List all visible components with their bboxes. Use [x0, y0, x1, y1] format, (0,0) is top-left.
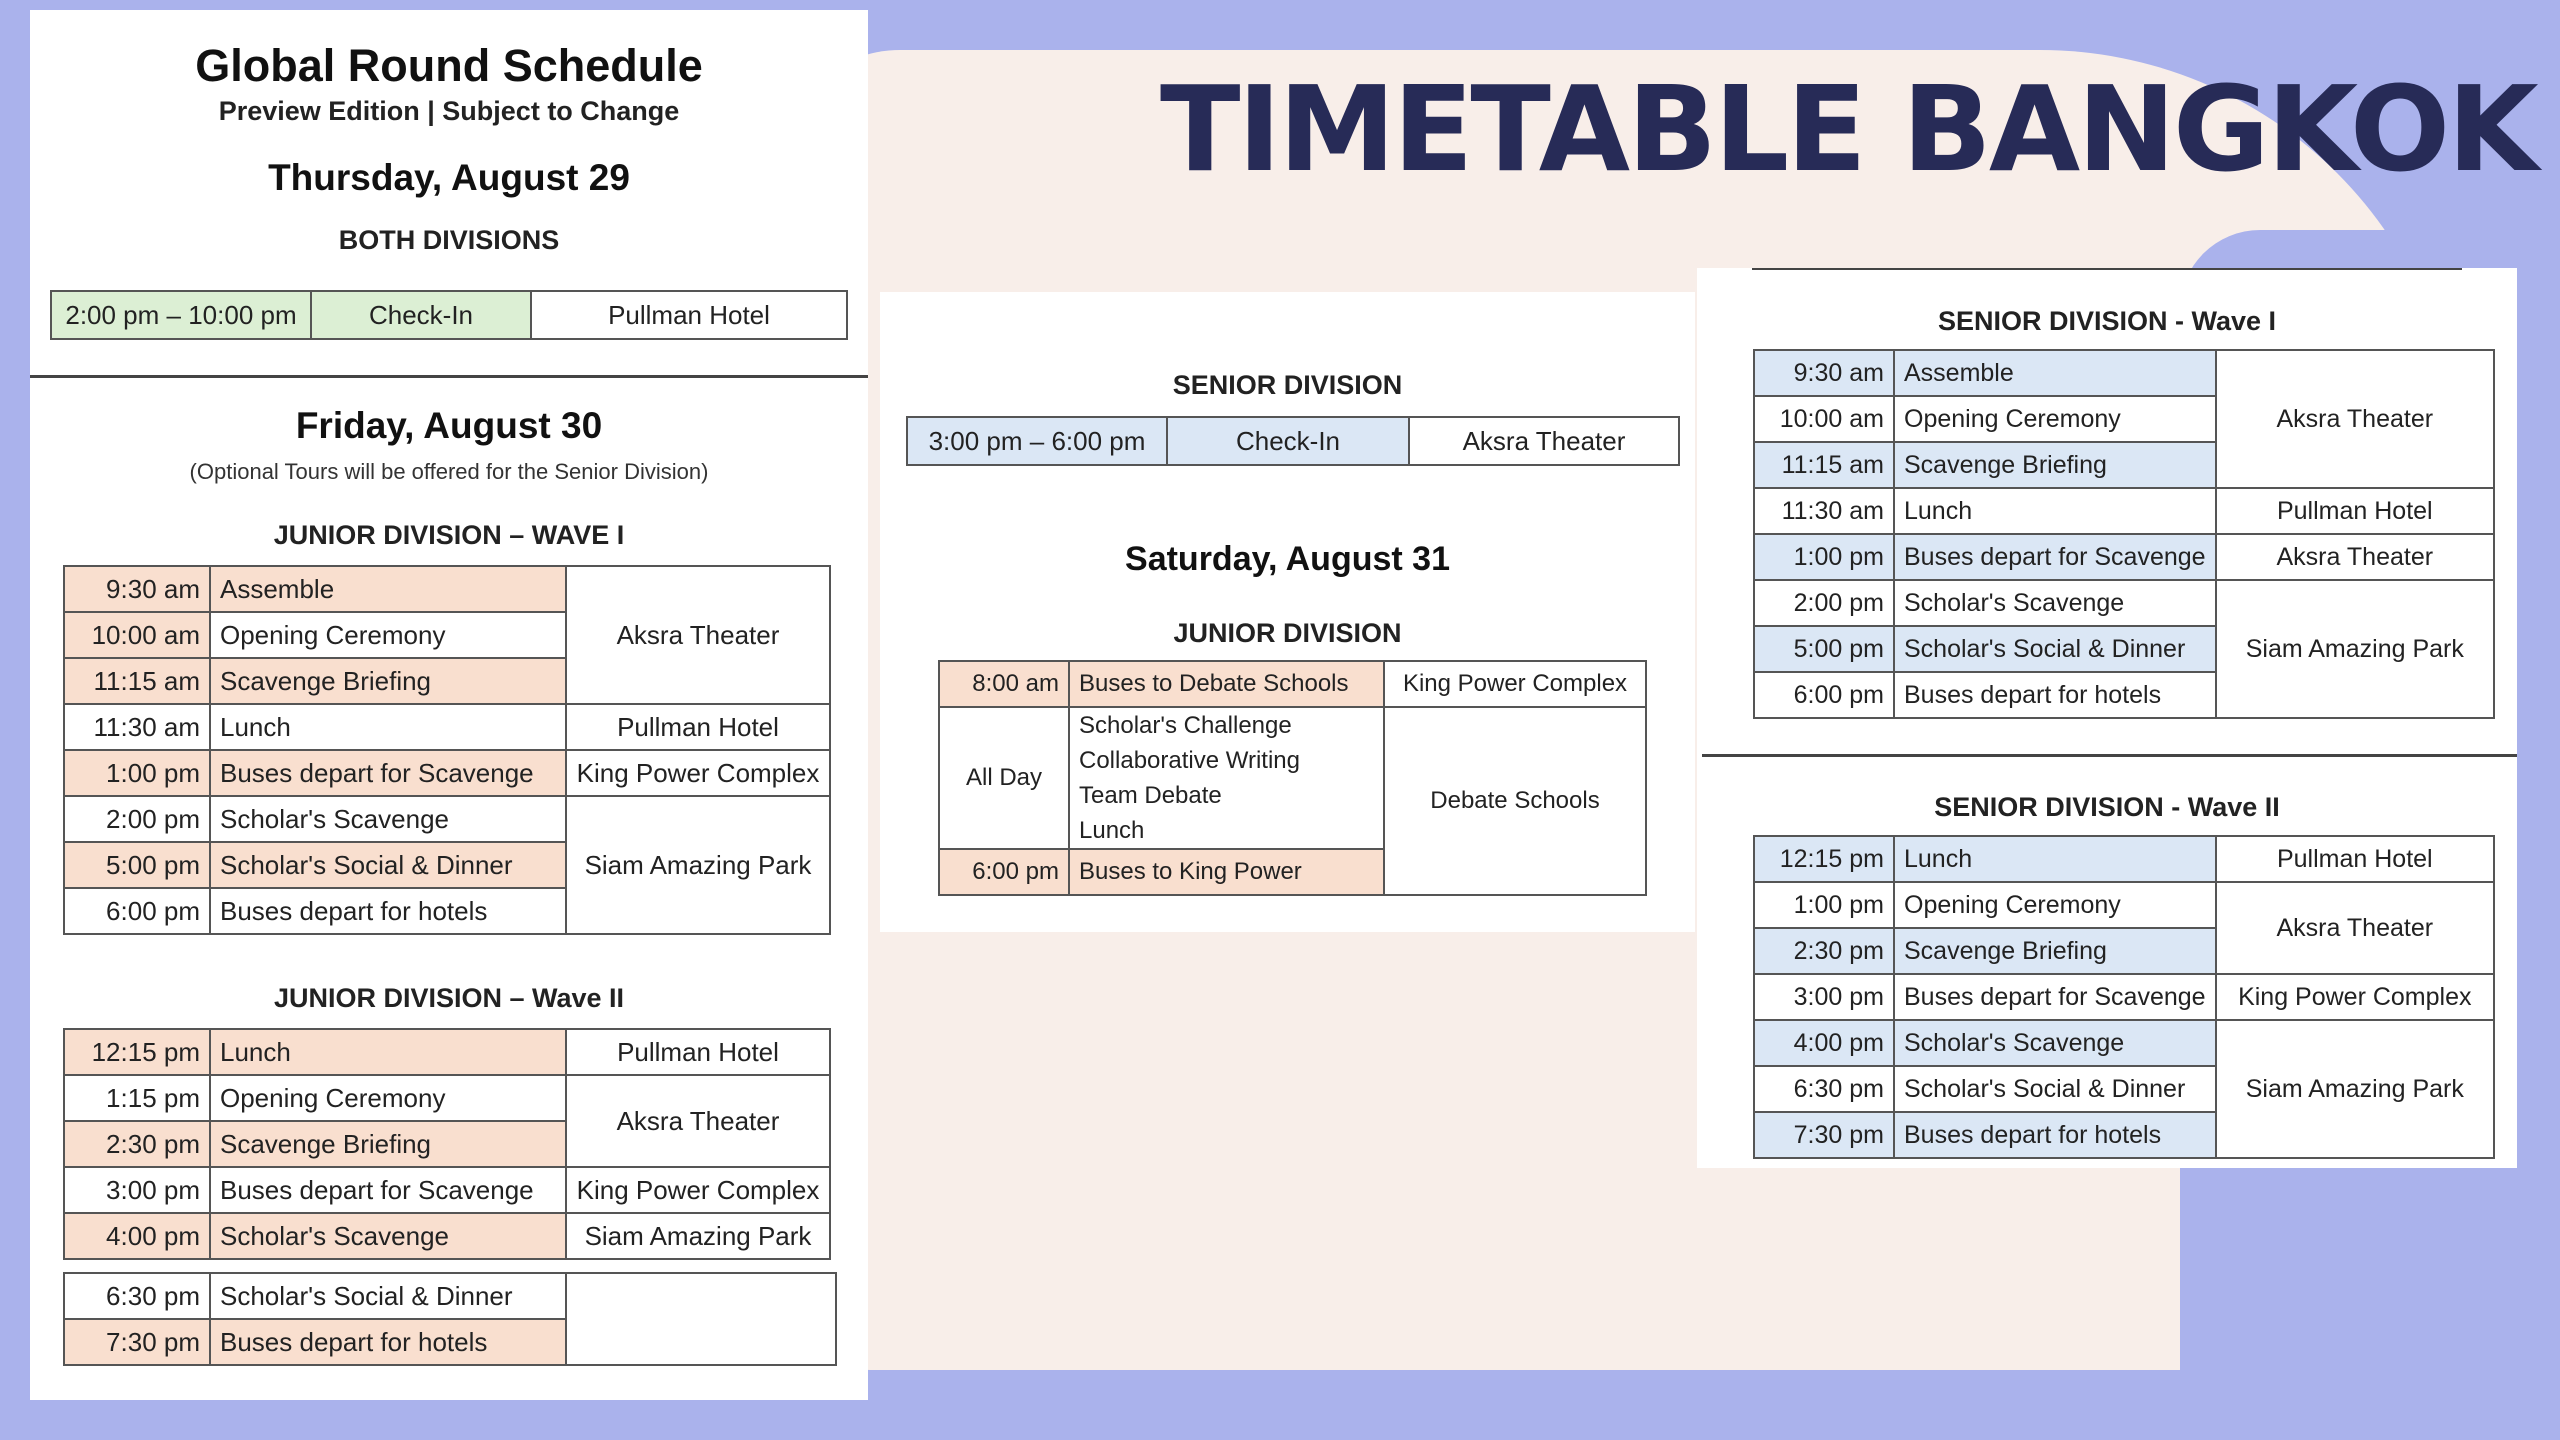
- table-row: [1754, 836, 2494, 882]
- table-row: [939, 707, 1646, 849]
- time-cell: 6:30 pm: [1754, 1066, 1894, 1112]
- event-cell: Buses depart for Scavenge: [210, 750, 566, 796]
- table-row: [1754, 1020, 2494, 1066]
- event-cell: Scholar's Social & Dinner: [210, 842, 566, 888]
- day-heading-friday: Friday, August 30: [295, 405, 603, 446]
- time-cell: 9:30 am: [64, 566, 210, 612]
- venue-cell: Aksra Theater: [2216, 534, 2494, 580]
- time-cell: 3:00 pm: [64, 1167, 210, 1213]
- event-cell: Lunch: [1894, 836, 2216, 882]
- event-cell: Opening Ceremony: [1894, 396, 2216, 442]
- event-cell: Assemble: [210, 566, 566, 612]
- event-cell: Opening Ceremony: [210, 612, 566, 658]
- schedule-card-middle: [880, 292, 1695, 932]
- time-cell: 4:00 pm: [1754, 1020, 1894, 1066]
- table-row: [1754, 488, 2494, 534]
- venue-cell: King Power Complex: [2216, 974, 2494, 1020]
- event-cell: Scholar's Scavenge: [210, 796, 566, 842]
- top-rule: [1752, 268, 2462, 270]
- day-heading-thursday: Thursday, August 29: [268, 157, 630, 198]
- time-cell: 11:30 am: [64, 704, 210, 750]
- division-heading-junior-wave2: JUNIOR DIVISION – Wave II: [273, 983, 625, 1013]
- time-cell: 11:30 am: [1754, 488, 1894, 534]
- time-cell: 6:00 pm: [64, 888, 210, 934]
- event-cell: Scavenge Briefing: [1894, 442, 2216, 488]
- venue-cell: Pullman Hotel: [2216, 488, 2494, 534]
- time-cell: 2:30 pm: [64, 1121, 210, 1167]
- schedule-card-right: [1697, 268, 2517, 1168]
- event-cell: Scavenge Briefing: [210, 658, 566, 704]
- table-row: [64, 566, 830, 612]
- division-heading-senior-wave1: SENIOR DIVISION - Wave I: [1937, 306, 2277, 336]
- table-row: [1754, 974, 2494, 1020]
- table-row: [64, 750, 830, 796]
- time-cell: 6:30 pm: [64, 1273, 210, 1319]
- event-cell: Buses depart for Scavenge: [1894, 534, 2216, 580]
- venue-cell: King Power Complex: [1384, 661, 1646, 707]
- time-cell: 10:00 am: [1754, 396, 1894, 442]
- time-cell: 3:00 pm: [1754, 974, 1894, 1020]
- venue-cell: Pullman Hotel: [566, 704, 830, 750]
- table-row: [1754, 882, 2494, 928]
- doc-subtitle: Preview Edition | Subject to Change: [218, 96, 680, 126]
- event-cell: Buses depart for hotels: [1894, 1112, 2216, 1158]
- division-heading-both: BOTH DIVISIONS: [338, 225, 560, 255]
- event-cell: Scholar's Scavenge: [1894, 1020, 2216, 1066]
- event-cell: Scavenge Briefing: [210, 1121, 566, 1167]
- event-cell: Assemble: [1894, 350, 2216, 396]
- event-line: Collaborative Writing: [1079, 747, 1300, 774]
- event-cell: Buses depart for hotels: [1894, 672, 2216, 718]
- division-heading-junior-wave1: JUNIOR DIVISION – WAVE I: [273, 520, 625, 550]
- day-heading-saturday: Saturday, August 31: [1125, 540, 1450, 578]
- time-cell: 5:00 pm: [1754, 626, 1894, 672]
- event-cell: Opening Ceremony: [210, 1075, 566, 1121]
- time-cell: 1:00 pm: [64, 750, 210, 796]
- event-cell: Lunch: [210, 704, 566, 750]
- time-cell: 1:00 pm: [1754, 534, 1894, 580]
- venue-cell: King Power Complex: [566, 750, 830, 796]
- venue-cell: Pullman Hotel: [2216, 836, 2494, 882]
- time-cell: 12:15 pm: [64, 1029, 210, 1075]
- time-cell: 2:00 pm: [64, 796, 210, 842]
- venue-cell: Siam Amazing Park: [2216, 580, 2494, 718]
- event-cell: Scholar's Social & Dinner: [1894, 1066, 2216, 1112]
- schedule-card-left: [30, 10, 868, 1400]
- junior-wave2-table: [63, 1028, 831, 1260]
- table-row: [64, 1167, 830, 1213]
- event-cell: Scholar's Social & Dinner: [210, 1273, 566, 1319]
- senior-wave1-table: [1753, 349, 2495, 719]
- event-cell: Buses depart for hotels: [210, 888, 566, 934]
- venue-cell: Siam Amazing Park: [2216, 1020, 2494, 1158]
- saturday-junior-table: [938, 660, 1647, 896]
- event-list-cell: [1069, 707, 1384, 849]
- division-heading-junior: JUNIOR DIVISION: [1173, 618, 1402, 648]
- event-cell: Buses depart for Scavenge: [210, 1167, 566, 1213]
- time-cell: 1:15 pm: [64, 1075, 210, 1121]
- table-row: [939, 661, 1646, 707]
- section-divider: [30, 375, 868, 378]
- event-cell: Check-In: [311, 291, 531, 339]
- time-cell: 1:00 pm: [1754, 882, 1894, 928]
- event-line: Lunch: [1079, 817, 1145, 844]
- table-row: [1754, 580, 2494, 626]
- checkin-table-both: [50, 290, 848, 340]
- doc-title: Global Round Schedule: [195, 40, 703, 91]
- event-cell: Lunch: [210, 1029, 566, 1075]
- time-cell: 7:30 pm: [1754, 1112, 1894, 1158]
- table-row: [64, 1273, 836, 1319]
- time-cell: 6:00 pm: [939, 849, 1069, 895]
- time-cell: All Day: [939, 707, 1069, 849]
- table-row: [64, 1075, 830, 1121]
- event-cell: Scholar's Scavenge: [210, 1213, 566, 1259]
- junior-wave1-table: [63, 565, 831, 935]
- time-cell: 5:00 pm: [64, 842, 210, 888]
- table-row: [907, 417, 1679, 465]
- event-cell: Buses depart for hotels: [210, 1319, 566, 1365]
- senior-checkin-table: [906, 416, 1680, 466]
- time-cell: 2:30 pm: [1754, 928, 1894, 974]
- venue-cell: Aksra Theater: [566, 1075, 830, 1167]
- division-heading-senior: SENIOR DIVISION: [1172, 370, 1403, 400]
- time-cell: 2:00 pm: [1754, 580, 1894, 626]
- time-cell: 4:00 pm: [64, 1213, 210, 1259]
- event-cell: Buses to Debate Schools: [1069, 661, 1384, 707]
- table-row: [64, 796, 830, 842]
- table-row: [1754, 534, 2494, 580]
- optional-tours-note: (Optional Tours will be offered for the Senior Division): [189, 459, 709, 484]
- time-cell: 10:00 am: [64, 612, 210, 658]
- table-row: [1754, 350, 2494, 396]
- time-cell: 12:15 pm: [1754, 836, 1894, 882]
- event-cell: Buses depart for Scavenge: [1894, 974, 2216, 1020]
- event-line: Team Debate: [1079, 782, 1222, 809]
- time-cell: 11:15 am: [64, 658, 210, 704]
- venue-cell: Aksra Theater: [2216, 350, 2494, 488]
- event-cell: Scholar's Social & Dinner: [1894, 626, 2216, 672]
- venue-cell: Siam Amazing Park: [566, 796, 830, 934]
- junior-wave2-evening-table: [63, 1272, 837, 1366]
- venue-cell-empty: [566, 1273, 836, 1365]
- division-heading-senior-wave2: SENIOR DIVISION - Wave II: [1934, 792, 2280, 822]
- event-line: Scholar's Challenge: [1079, 712, 1292, 739]
- time-cell: 8:00 am: [939, 661, 1069, 707]
- venue-cell: Aksra Theater: [2216, 882, 2494, 974]
- event-cell: Scavenge Briefing: [1894, 928, 2216, 974]
- table-row: [51, 291, 847, 339]
- event-cell: Check-In: [1167, 417, 1409, 465]
- page-title: TIMETABLE BANGKOK: [1160, 60, 2536, 198]
- table-row: [64, 704, 830, 750]
- time-cell: 2:00 pm – 10:00 pm: [51, 291, 311, 339]
- venue-cell: Pullman Hotel: [566, 1029, 830, 1075]
- time-cell: 9:30 am: [1754, 350, 1894, 396]
- venue-cell: King Power Complex: [566, 1167, 830, 1213]
- table-row: [64, 1213, 830, 1259]
- venue-cell: Aksra Theater: [566, 566, 830, 704]
- time-cell: 7:30 pm: [64, 1319, 210, 1365]
- event-cell: Opening Ceremony: [1894, 882, 2216, 928]
- senior-wave2-table: [1753, 835, 2495, 1159]
- table-row: [64, 1029, 830, 1075]
- event-cell: Lunch: [1894, 488, 2216, 534]
- venue-cell: Debate Schools: [1384, 707, 1646, 895]
- event-cell: Buses to King Power: [1069, 849, 1384, 895]
- venue-cell: Aksra Theater: [1409, 417, 1679, 465]
- venue-cell: Siam Amazing Park: [566, 1213, 830, 1259]
- section-divider: [1702, 754, 2517, 757]
- venue-cell: Pullman Hotel: [531, 291, 847, 339]
- time-cell: 3:00 pm – 6:00 pm: [907, 417, 1167, 465]
- time-cell: 11:15 am: [1754, 442, 1894, 488]
- time-cell: 6:00 pm: [1754, 672, 1894, 718]
- event-cell: Scholar's Scavenge: [1894, 580, 2216, 626]
